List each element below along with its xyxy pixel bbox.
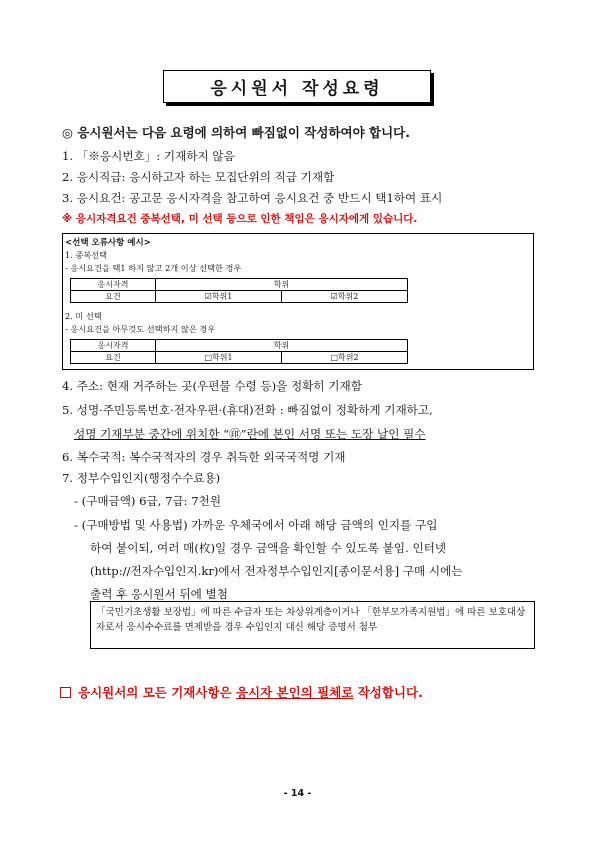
final-prefix: 응시원서의 모든 기재사항은 [78, 685, 236, 700]
item-4: 4. 주소: 현재 거주하는 곳(우편물 수령 등)을 정확히 기재함 [62, 379, 362, 393]
table-cell: ☑학위2 [282, 291, 408, 303]
item-7b-line2: 하여 붙이되, 여러 매(枚)일 경우 금액을 확인할 수 있도록 붙임. 인터넷 [90, 541, 447, 555]
example-table-1 [70, 278, 408, 303]
case-2-label: 2. 미 선택 [65, 311, 102, 321]
item-7b-line4: 출력 후 응시원서 뒤에 별첨 [90, 587, 228, 601]
fee-exemption-note: 「국민기초생활 보장법」에 따른 수급자 또는 차상위계층이거나 「한부모가족지원법」에 따른 보호대상자로서 응시수수료를 면제받을 경우 수입인지 대신 해당 증명서 첨부 [90, 601, 535, 649]
example-table-2 [70, 339, 408, 364]
page-number: - 14 - [283, 788, 312, 799]
table-cell: 학위 [156, 279, 408, 291]
table-cell: 응시자격 [71, 279, 156, 291]
table-cell: 응시자격 [71, 340, 156, 352]
error-box-title: <선택 오류사항 예시> [65, 238, 151, 248]
square-bullet-icon [60, 687, 71, 698]
item-6: 6. 복수국적: 복수국적자의 경우 취득한 외국국적명 기재 [62, 450, 346, 464]
final-instruction [60, 683, 423, 701]
table-cell: □학위1 [156, 352, 282, 364]
item-1: 1. 「※응시번호」: 기재하지 않음 [62, 149, 235, 163]
table-cell: ☑학위1 [156, 291, 282, 303]
item-7: 7. 정부수입인지(행정수수료용) [62, 471, 221, 485]
table-cell: □학위2 [282, 352, 408, 364]
table-cell: 요건 [71, 291, 156, 303]
case-2-desc: - 응시요건을 아무것도 선택하지 않은 경우 [65, 324, 216, 334]
item-5b: 성명 기재부분 중간에 위치한 “㊞”란에 본인 서명 또는 도장 날인 필수 [74, 427, 426, 441]
table-cell: 학위 [156, 340, 408, 352]
final-emphasis: 응시자 본인의 필체로 [235, 685, 354, 700]
item-7b-line1: - (구매방법 및 사용법) 가까운 우체국에서 아래 해당 금액의 인지를 구입 [74, 518, 438, 532]
warning-text: ※ 응시자격요건 중복선택, 미 선택 등으로 인한 책임은 응시자에게 있습니다. [62, 213, 418, 225]
item-7b-line3: (http://전자수입인지.kr)에서 전자정부수입인지[종이문서용] 구매 시에는 [90, 564, 463, 578]
final-suffix: 작성합니다. [353, 685, 423, 700]
case-1-desc: - 응시요건을 택1 하지 않고 2개 이상 선택한 경우 [65, 263, 242, 273]
item-3: 3. 응시요건: 공고문 응시자격을 참고하여 응시요건 중 반드시 택1하여 표시 [62, 191, 443, 205]
item-2: 2. 응시직급: 응시하고자 하는 모집단위의 직급 기재함 [62, 170, 335, 184]
title-box [163, 70, 431, 103]
instruction-header: ◎ 응시원서는 다음 요령에 의하여 빠짐없이 작성하여야 합니다. [62, 125, 410, 140]
item-7a: - (구매금액) 6급, 7급: 7천원 [74, 494, 222, 508]
page-title: 응시원서 작성요령 [210, 79, 384, 99]
table-cell: 요건 [71, 352, 156, 364]
case-1-label: 1. 중복선택 [65, 250, 108, 260]
item-5a: 5. 성명·주민등록번호·전자우편·(휴대)전화 : 빠짐없이 정확하게 기재하고, [62, 403, 433, 417]
